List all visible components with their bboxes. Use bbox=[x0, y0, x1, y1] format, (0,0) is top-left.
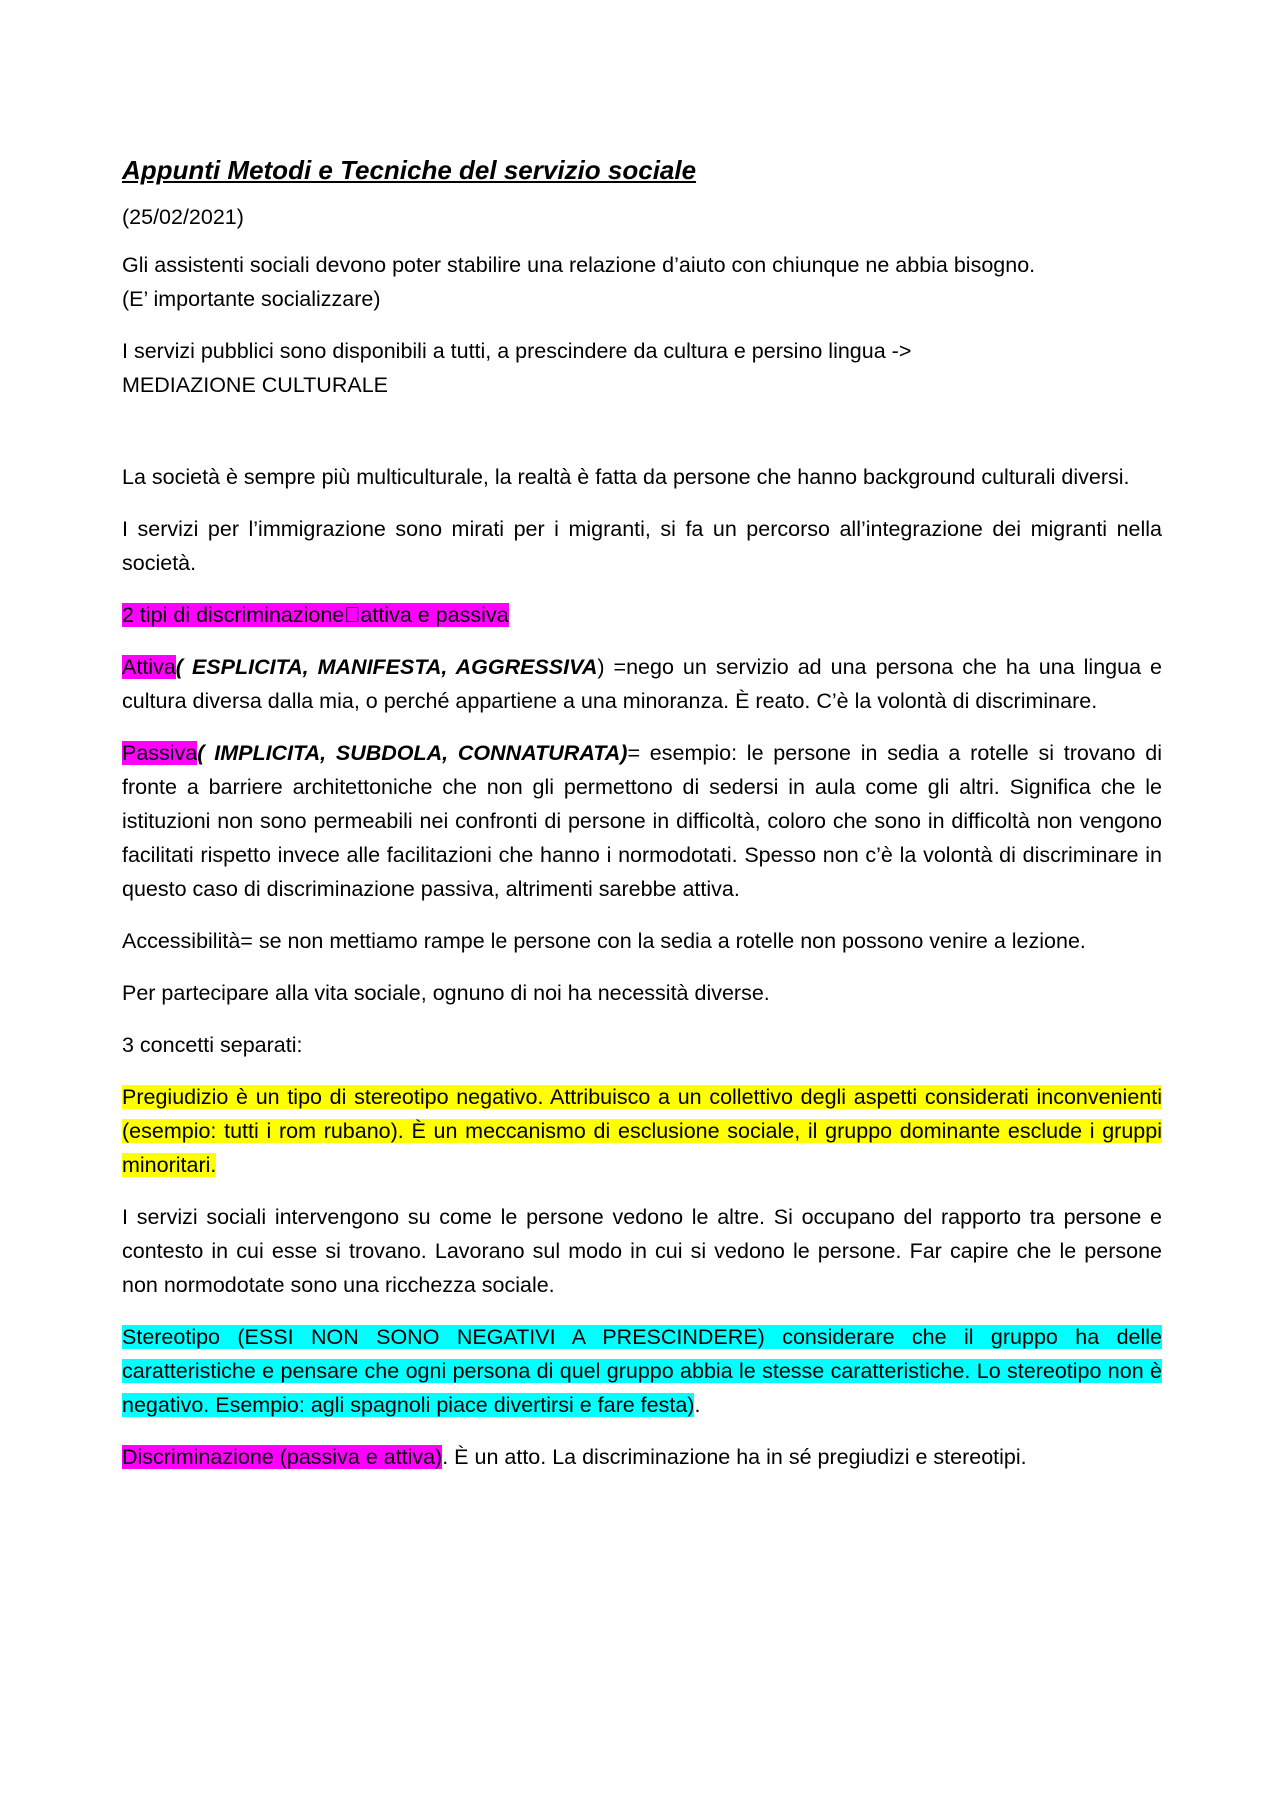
paragraph-assistenti bbox=[122, 248, 1162, 316]
paragraph-assistenti-line2: (E’ importante socializzare) bbox=[122, 287, 381, 311]
paragraph-tipi-discriminazione bbox=[122, 598, 1162, 632]
paragraph-assistenti-line1: Gli assistenti sociali devono poter stabilire una relazione d’aiuto con chiunque ne abbia bisogno. bbox=[122, 253, 1036, 277]
passiva-qualifiers: ( IMPLICITA, SUBDOLA, CONNATURATA) bbox=[197, 741, 628, 765]
paragraph-accessibilita: Accessibilità= se non mettiamo rampe le persone con la sedia a rotelle non possono venire a lezione. bbox=[122, 929, 1086, 953]
paragraph-partecipare: Per partecipare alla vita sociale, ognuno di noi ha necessità diverse. bbox=[122, 981, 770, 1005]
highlight-tipi-discriminazione: 2 tipi di discriminazione attiva e passiva bbox=[122, 603, 509, 627]
attiva-qualifiers: ( ESPLICITA, MANIFESTA, AGGRESSIVA bbox=[175, 655, 598, 679]
passiva-label: Passiva bbox=[122, 741, 198, 765]
paragraph-stereotipo bbox=[122, 1320, 1162, 1422]
passiva-description: = esempio: le persone in sedia a rotelle si trovano di fronte a barriere architettoniche che non gli permettono di sedersi in aula come gli altri. Significa che le istituzioni non sono permeabili nei confronti di persone in difficoltà, coloro che sono in difficoltà non vengono facilitati rispetto invece alle facilitazioni che hanno i normodotati. Spesso non c’è la volontà di discriminare in questo caso di discriminazione passiva, altrimenti sarebbe attiva. bbox=[122, 741, 1162, 901]
highlight-stereotipo: Stereotipo (ESSI NON SONO NEGATIVI A PRESCINDERE) considerare che il gruppo ha delle caratteristiche e pensare che ogni persona di quel gruppo abbia le stesse caratteristiche. Lo stereotipo non è negativo. Esempio: agli spagnoli piace divertirsi e fare festa) bbox=[122, 1325, 1162, 1417]
paragraph-immigrazione: I servizi per l’immigrazione sono mirati per i migranti, si fa un percorso all’integrazione dei migranti nella società. bbox=[122, 517, 1162, 575]
document-date: (25/02/2021) bbox=[122, 205, 244, 229]
paragraph-pregiudizio bbox=[122, 1080, 1162, 1182]
document-title: Appunti Metodi e Tecniche del servizio sociale bbox=[122, 155, 697, 185]
stereotipo-tail: . bbox=[694, 1393, 701, 1417]
attiva-label: Attiva bbox=[122, 655, 176, 679]
paragraph-passiva bbox=[122, 736, 1162, 906]
document-body bbox=[122, 152, 1162, 1492]
paragraph-servizi-pubblici: I servizi pubblici sono disponibili a tutti, a prescindere da cultura e persino lingua -> MEDIAZIONE CULTURALE bbox=[122, 339, 912, 397]
discriminazione-description: . È un atto. La discriminazione ha in sé pregiudizi e stereotipi. bbox=[442, 1445, 1027, 1469]
highlight-pregiudizio: Pregiudizio è un tipo di stereotipo negativo. Attribuisco a un collettivo degli aspetti considerati inconvenienti (esempio: tutti i rom rubano). È un meccanismo di esclusione sociale, il gruppo dominante esclude i gruppi minoritari. bbox=[122, 1085, 1162, 1177]
paragraph-discriminazione bbox=[122, 1440, 1162, 1474]
paragraph-concetti: 3 concetti separati: bbox=[122, 1033, 303, 1057]
highlight-discriminazione: Discriminazione (passiva e attiva) bbox=[122, 1445, 443, 1469]
paragraph-servizi-sociali: I servizi sociali intervengono su come le persone vedono le altre. Si occupano del rapporto tra persone e contesto in cui esse si trovano. Lavorano sul modo in cui si vedono le persone. Far capire che le persone non normodotate sono una ricchezza sociale. bbox=[122, 1205, 1162, 1297]
attiva-description: ) =nego un servizio ad una persona che ha una lingua e cultura diversa dalla mia, o perché appartiene a una minoranza. È reato. C’è la volontà di discriminare. bbox=[122, 655, 1162, 713]
paragraph-attiva bbox=[122, 650, 1162, 718]
paragraph-multiculturale: La società è sempre più multiculturale, la realtà è fatta da persone che hanno background culturali diversi. bbox=[122, 465, 1130, 489]
